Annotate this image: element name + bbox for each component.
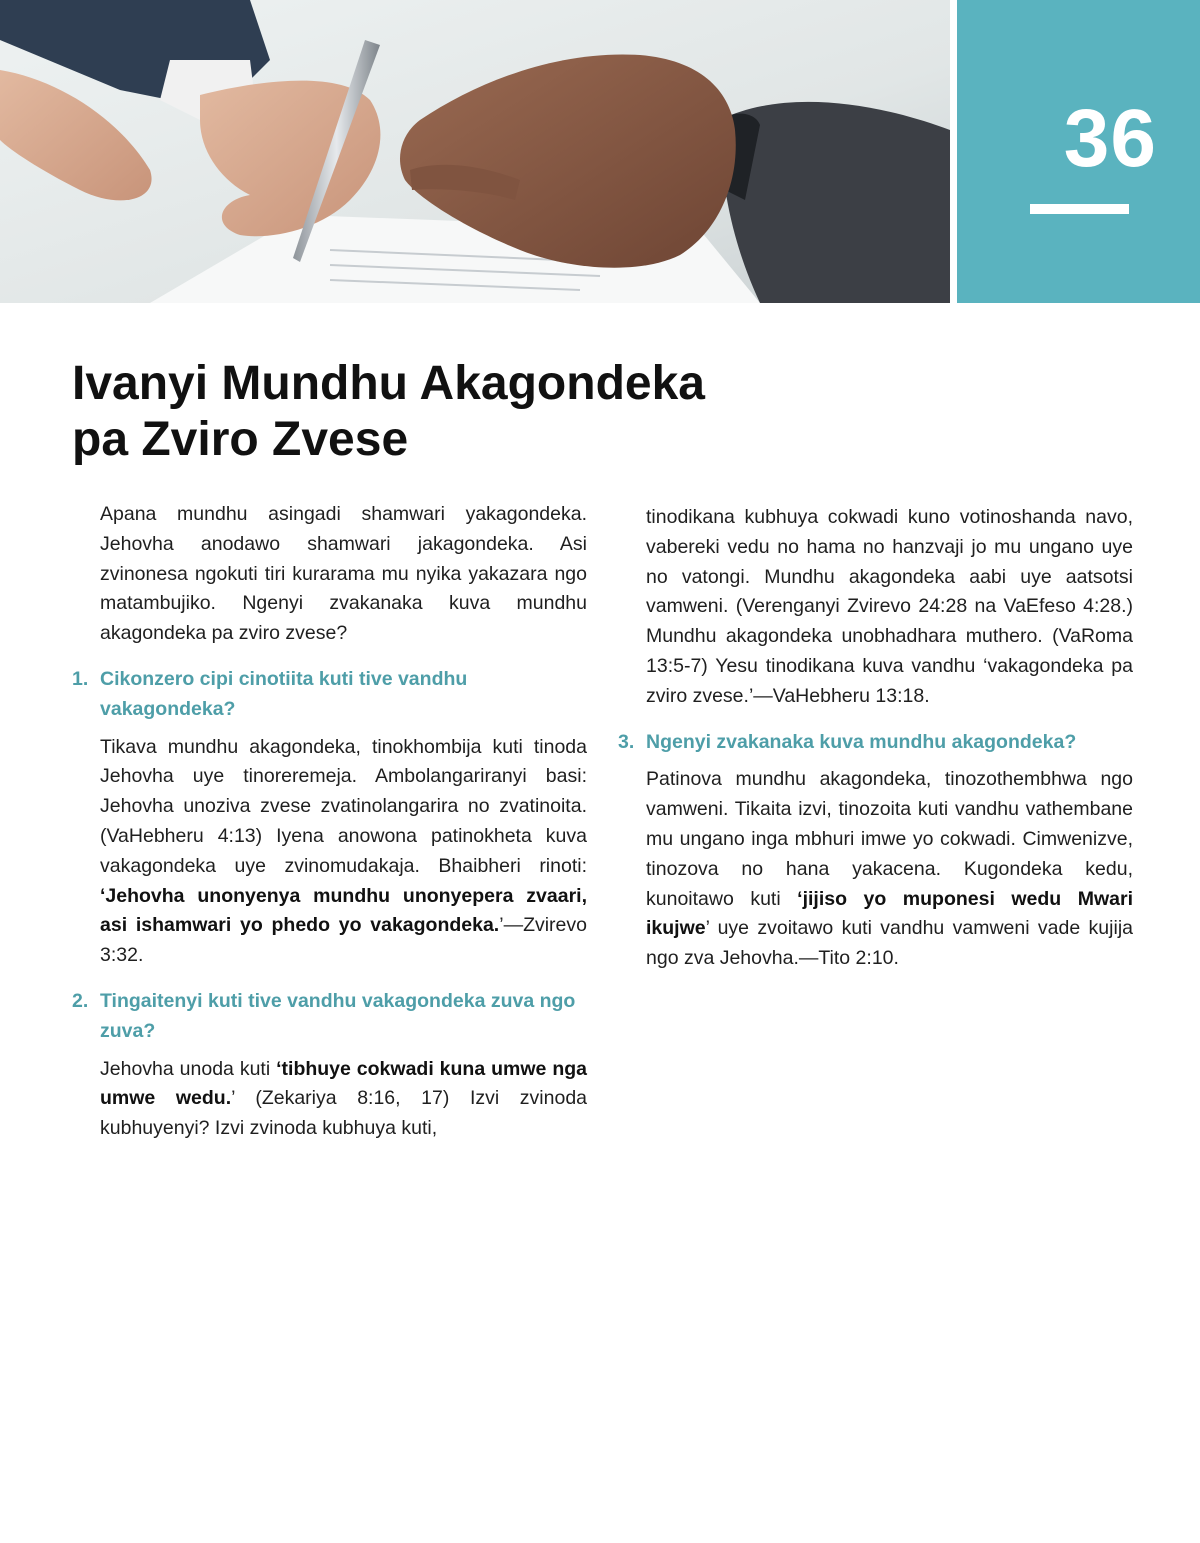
question-1 [72, 665, 587, 725]
right-column [618, 503, 1133, 990]
answer-1-paragraph [100, 733, 587, 971]
intro-paragraph: Apana mundhu asingadi shamwari yakagondeka. Jehovha anodawo shamwari jakagondeka. Asi zvinonesa ngokuti tiri kurarama mu nyika yakazara ngo matambujiko. Ngenyi zvakanaka kuva mundhu akagondeka pa zviro zvese? [100, 503, 587, 645]
question-3 [618, 728, 1133, 758]
answer-2-quote: ‘tibhuye cokwadi kuna umwe nga umwe wedu. [100, 1057, 587, 1110]
question-2 [72, 987, 587, 1047]
answer-1-quote: ‘Jehovha unonyenya mundhu unonyepera zvaari, asi ishamwari yo phedo yo vakagondeka. [100, 884, 587, 937]
answer-1-text-a: Tikava mundhu akagondeka, tinokhombija kuti tinoda Jehovha uye tinoreremeja. Ambolangariranyi basi: Jehovha unoziva zvese zvatinolangarira no zvatinoita. (VaHebheru 4:13) Iyena anowona patinokheta kuva vakagondeka uye zvinomudakaja. Bhaibheri rinoti: [100, 735, 587, 877]
answer-3-text-a: Patinova mundhu akagondeka, tinozothembhwa ngo vamweni. Tikaita izvi, tinozoita kuti vandhu vathembane mu ungano inga mbhuri imwe yo cokwadi. Cimwenizve, tinozova no hana yakacena. Kugondeka kedu, kunoitawo kuti [646, 768, 1133, 910]
lesson-number: 36 [1063, 93, 1157, 184]
title-line-2: pa Zviro Zvese [72, 413, 409, 466]
left-column [72, 500, 587, 1160]
badge-underline [1030, 204, 1129, 214]
answer-2-continuation: tinodikana kubhuya cokwadi kuno votinoshanda navo, vabereki vedu no hama no hanzvaji jo mu ungano uye no vatongi. Mundhu akagondeka aabi uye aatsotsi vamweni. (Verenganyi Zvirevo 24:28 na VaEfeso 4:28.) Mundhu akagondeka unobhadhara muthero. (VaRoma 13:5-7) Yesu tinodikana kuva vandhu ‘vakagondeka pa zviro zvese.’—VaHebheru 13:18. [646, 506, 1133, 707]
answer-2-text-a: Jehovha unoda kuti [100, 1057, 277, 1080]
handshake-photo [0, 0, 950, 303]
question-2-text: Tingaitenyi kuti tive vandhu vakagondeka zuva ngo zuva? [100, 989, 576, 1042]
answer-3-quote: ‘jijiso yo muponesi wedu Mwari ikujwe [646, 887, 1133, 940]
lesson-number-badge [957, 0, 1200, 303]
answer-3-paragraph [646, 765, 1133, 974]
question-3-number: 3. [618, 730, 635, 753]
question-2-number: 2. [72, 989, 89, 1012]
question-1-text: Cikonzero cipi cinotiita kuti tive vandhu vakagondeka? [100, 667, 468, 720]
question-1-number: 1. [72, 667, 89, 690]
page-title [72, 356, 832, 468]
answer-3-text-b: ’ uye zvoitawo kuti vandhu vamweni vade kujija ngo zva Jehovha.—Tito 2:10. [646, 917, 1133, 970]
question-3-text: Ngenyi zvakanaka kuva mundhu akagondeka? [646, 730, 1077, 753]
answer-1-text-b: ’—Zvirevo 3:32. [100, 914, 587, 967]
answer-2-paragraph [100, 1055, 587, 1144]
answer-2-text-b: ’ (Zekariya 8:16, 17) Izvi zvinoda kubhuyenyi? Izvi zvinoda kubhuya kuti, [100, 1087, 588, 1140]
title-line-1: Ivanyi Mundhu Akagondeka [72, 357, 705, 410]
header-banner [0, 0, 1200, 303]
